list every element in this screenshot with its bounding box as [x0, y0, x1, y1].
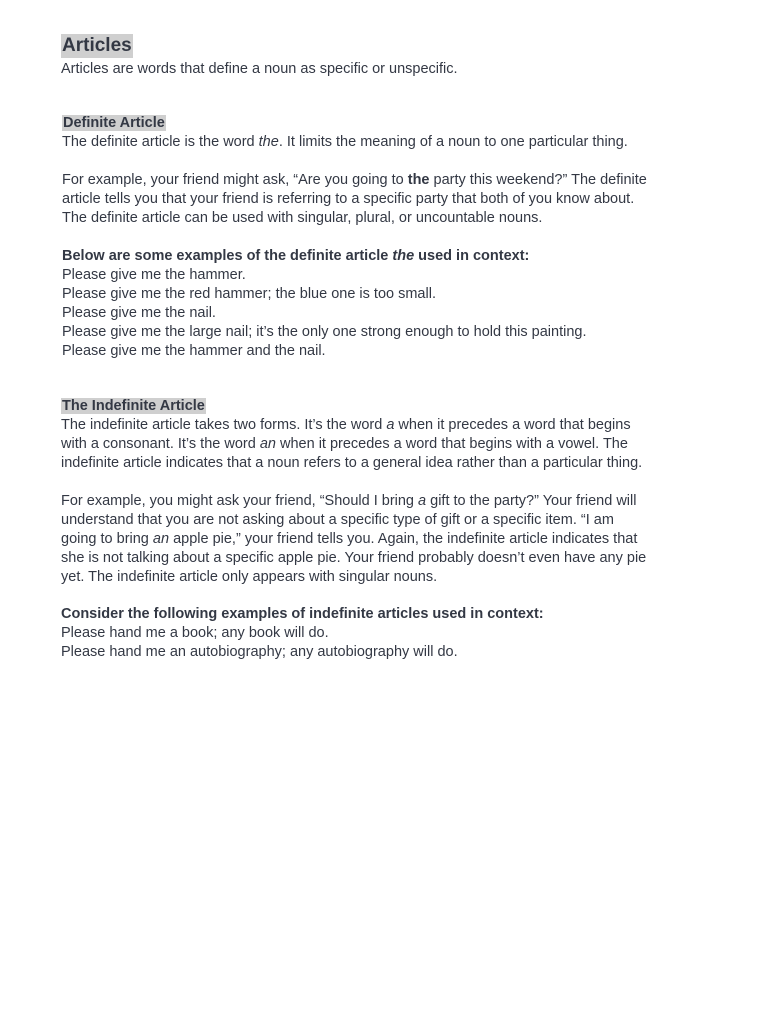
indefinite-example-line-1-post: gift to the party?” Your friend will [426, 493, 637, 509]
definite-examples-heading-pre: Below are some examples of the definite article [62, 248, 393, 264]
indefinite-definition-an: an [259, 436, 276, 452]
definite-examples-list [62, 247, 587, 361]
indefinite-definition-line-2-post: when it precedes a word that begins with a vowel. The [275, 436, 628, 452]
page-title: Articles [62, 35, 132, 56]
indefinite-definition-paragraph [61, 416, 642, 473]
definite-example-the: the [407, 172, 430, 188]
indefinite-definition-line-2-pre: with a consonant. It’s the word [61, 436, 260, 452]
definite-example-line-2: article tells you that your friend is referring to a specific party that both of you know about. [62, 191, 635, 207]
definite-examples-heading-the: the [392, 248, 415, 264]
definite-example-line-1 [62, 171, 647, 190]
indefinite-definition-line-1 [61, 416, 642, 435]
definite-example-line-1-post: party this weekend?” The definite [429, 172, 647, 188]
indefinite-heading: The Indefinite Article [62, 398, 205, 414]
list-item: Please hand me an autobiography; any autobiography will do. [61, 644, 458, 660]
indefinite-definition-line-3: indefinite article indicates that a noun refers to a general idea rather than a particular thing. [61, 455, 643, 471]
list-item: Please give me the red hammer; the blue one is too small. [62, 286, 436, 302]
indefinite-example-paragraph [61, 492, 646, 587]
list-item: Please give me the hammer. [62, 267, 246, 283]
definite-example-paragraph [62, 171, 647, 228]
definite-definition [62, 133, 628, 152]
definite-section [62, 114, 166, 133]
list-item: Please give me the large nail; it’s the only one strong enough to hold this painting. [62, 324, 587, 340]
definite-example-line-1-pre: For example, your friend might ask, “Are you going to [62, 172, 408, 188]
indefinite-definition-line-2 [61, 435, 642, 454]
indefinite-definition-a: a [386, 417, 395, 433]
indefinite-section [61, 397, 206, 416]
indefinite-definition-line-1-pre: The indefinite article takes two forms. It’s the word [61, 417, 387, 433]
definite-definition-pre: The definite article is the word [62, 134, 259, 150]
indefinite-example-a: a [418, 493, 427, 509]
intro-text: Articles are words that define a noun as specific or unspecific. [61, 61, 458, 77]
indefinite-example-line-4: she is not talking about a specific apple pie. Your friend probably doesn’t even have any pie [61, 550, 647, 566]
indefinite-example-line-5: yet. The indefinite article only appears with singular nouns. [61, 569, 438, 585]
indefinite-example-line-3 [61, 530, 646, 549]
indefinite-example-line-1 [61, 492, 646, 511]
indefinite-example-line-3-post: apple pie,” your friend tells you. Again, the indefinite article indicates that [169, 531, 638, 547]
indefinite-example-line-3-pre: going to bring [61, 531, 153, 547]
indefinite-example-line-2: understand that you are not asking about a specific type of gift or a specific item. “I am [61, 512, 614, 528]
definite-example-line-3: The definite article can be used with singular, plural, or uncountable nouns. [62, 210, 543, 226]
list-item: Please give me the nail. [62, 305, 216, 321]
indefinite-definition-line-1-post: when it precedes a word that begins [394, 417, 631, 433]
definite-definition-the: the [258, 134, 279, 150]
list-item: Please give me the hammer and the nail. [62, 343, 326, 359]
definite-examples-heading-post: used in context: [414, 248, 530, 264]
indefinite-examples-list [61, 605, 544, 662]
definite-definition-post: . It limits the meaning of a noun to one particular thing. [278, 134, 628, 150]
definite-examples-heading [62, 247, 587, 266]
list-item: Please hand me a book; any book will do. [61, 625, 329, 641]
indefinite-examples-heading: Consider the following examples of indefinite articles used in context: [61, 606, 544, 622]
indefinite-example-an: an [152, 531, 170, 547]
definite-heading: Definite Article [63, 115, 165, 131]
indefinite-example-line-1-pre: For example, you might ask your friend, “Should I bring [61, 493, 419, 509]
